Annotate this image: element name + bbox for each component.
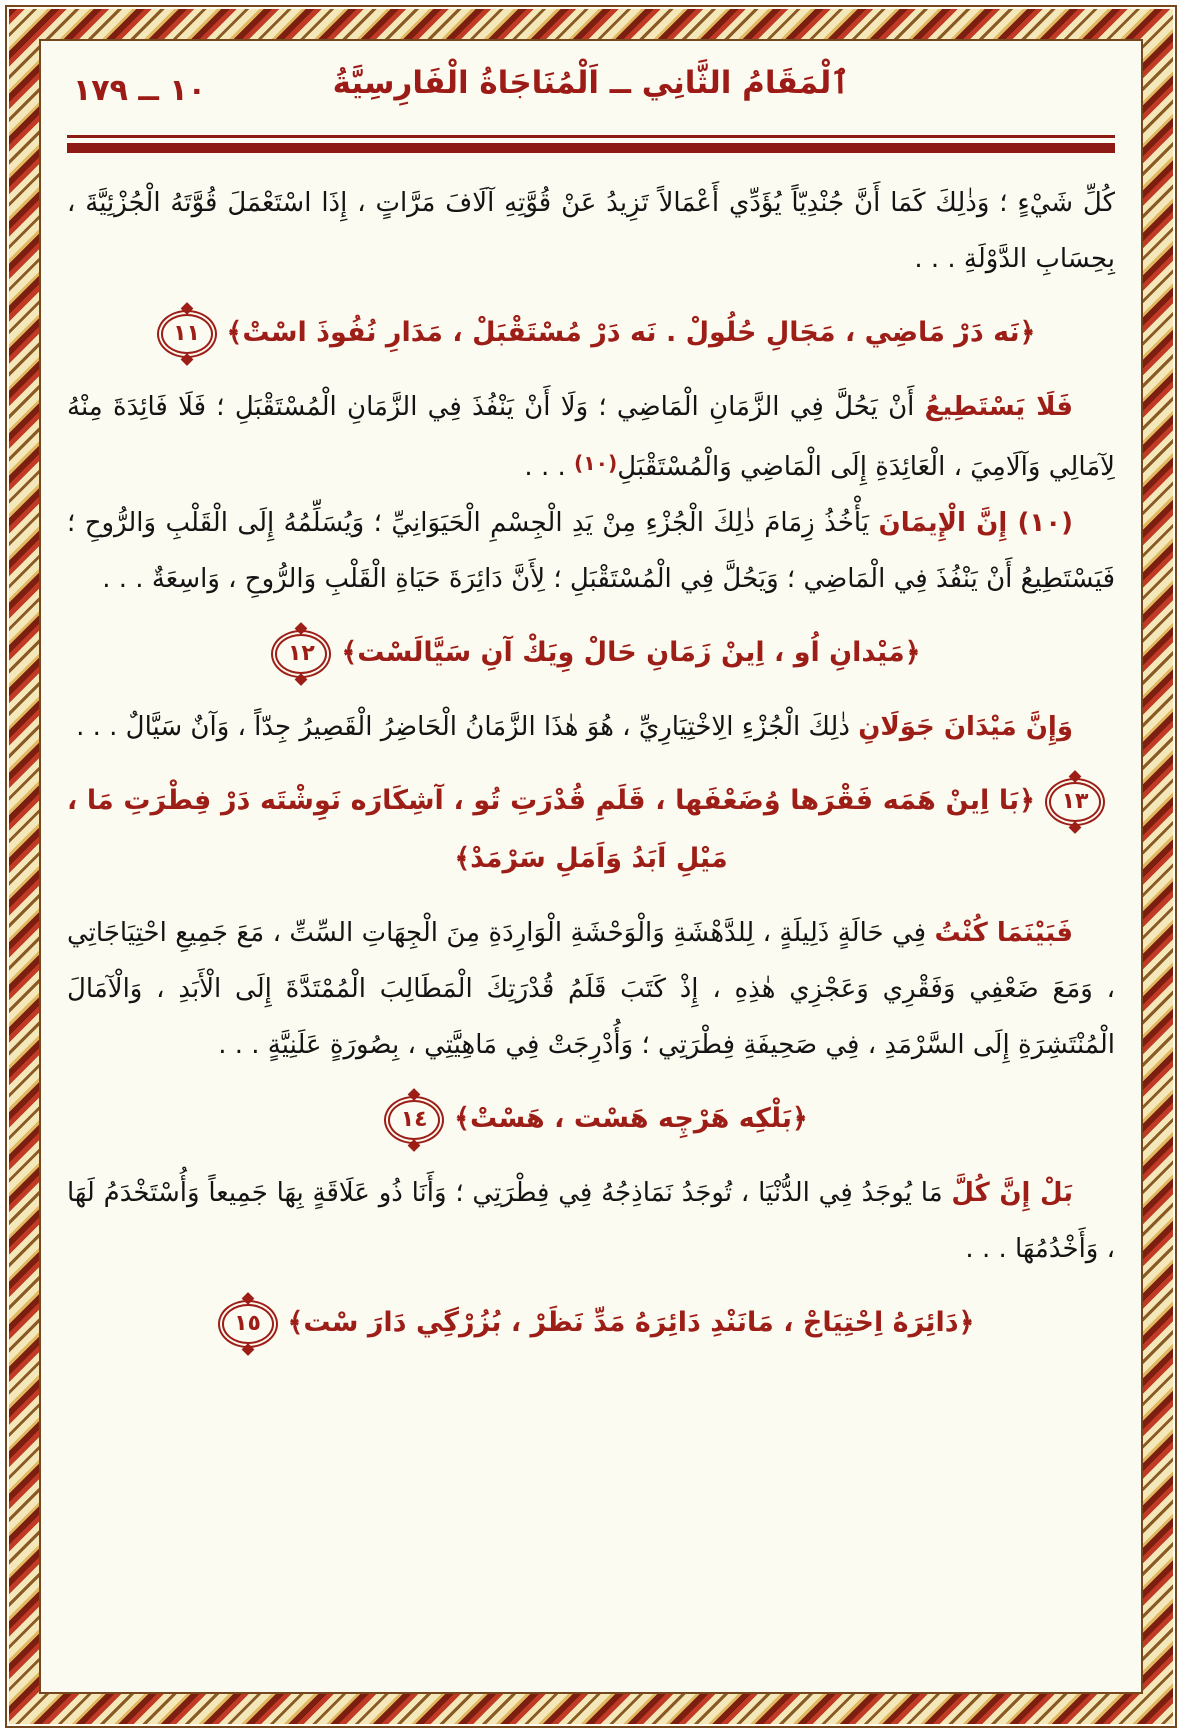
paragraph-4-text: ذٰلِكَ الْجُزْءِ الِاخْتِيَارِيِّ ، هُوَ هٰذَا الزَّمَانُ الْحَاضِرُ الْقَصِيرُ جِدّاً ، وَآنٌ سَيَّالٌ . . .: [76, 712, 859, 742]
page-title: ٱلْمَقَامُ الثَّانِي ــ اَلْمُنَاجَاةُ الْفَارِسِيَّةُ: [332, 65, 850, 101]
verse-14-number: ١٤: [400, 1107, 428, 1132]
paragraph-3-footnote: [67, 495, 1115, 607]
verse-line-12: [67, 624, 1115, 682]
verse-line-13: [67, 772, 1115, 888]
header-rule-thick: [67, 143, 1115, 153]
verse-15-text: ﴿دَائِرَهُ اِحْتِيَاجْ ، مَانَنْدِ دَائِرَهُ مَدِّ نَظَرْ ، بُزُرْگِي دَارَ سْت﴾: [287, 1307, 975, 1338]
verse-12-text: ﴿مَيْدانِ اُو ، اِينْ زَمَانِ حَالْ وِيَكْ آنِ سَيَّالَسْت﴾: [341, 637, 921, 668]
verse-11-text: ﴿نَه دَرْ مَاضِي ، مَجَالِ حُلُولْ . نَه دَرْ مُسْتَقْبَلْ ، مَدَارِ نُفُوذَ اسْتْ﴾: [226, 317, 1036, 348]
body-text: [67, 175, 1115, 1352]
paragraph-1: [67, 175, 1115, 287]
verse-15-number: ١٥: [234, 1311, 261, 1336]
verse-line-15: [67, 1294, 1115, 1352]
paragraph-2-lead: فَلَا يَسْتَطِيعُ: [924, 392, 1074, 422]
verse-12-number: ١٢: [287, 641, 315, 666]
verse-15-number-rosette: [222, 1304, 274, 1344]
verse-13-text: ﴿بَا اِينْ هَمَه فَقْرَها وُضَعْفَها ، قَلَمِ قُدْرَتِ تُو ، آشِكَارَه نَوِشْتَه دَرْ فِطْرَتِ مَا ، مَيْلِ اَبَدُ وَاَمَلِ سَرْمَدْ﴾: [67, 785, 1035, 874]
verse-14-text: ﴿بَلْكِه هَرْچِه هَسْت ، هَسْتْ﴾: [454, 1103, 808, 1134]
page-content-area: [39, 39, 1143, 1694]
verse-11-number: ١١: [173, 321, 200, 346]
verse-line-11: [67, 304, 1115, 362]
paragraph-5-text: فِي حَالَةٍ ذَلِيلَةٍ ، لِلدَّهْشَةِ وَالْوَحْشَةِ الْوَارِدَةِ مِنَ الْجِهَاتِ السِّتِّ ، مَعَ جَمِيعِ احْتِيَاجَاتِي ، وَمَعَ ضَعْفِي وَفَقْرِي وَعَجْزِي هٰذِهِ ، إِذْ كَتَبَ قَلَمُ قُدْرَتِكَ الْمَطَالِبَ الْمُمْتَدَّةَ إِلَى الْأَبَدِ ، وَالْآمَالَ الْمُنْتَشِرَةِ إِلَى السَّرْمَدِ ، فِي صَحِيفَةِ فِطْرَتِي ؛ وَأُدْرِجَتْ فِي مَاهِيَّتِي ، بِصُورَةٍ عَلَنِيَّةٍ . . .: [67, 918, 1115, 1060]
paragraph-5-lead: فَبَيْنَمَا كُنْتُ: [934, 918, 1073, 948]
page-number: ١٠ ــ ١٧٩: [73, 73, 206, 108]
paragraph-3-lead: (١٠) إِنَّ الْإِيمَانَ: [878, 508, 1073, 538]
paragraph-5: [67, 905, 1115, 1073]
paragraph-2-tail: . . .: [524, 452, 575, 482]
footnote-reference: (١٠): [574, 451, 618, 475]
page-header: [67, 55, 1115, 129]
verse-13-number: ١٣: [1061, 789, 1089, 814]
verse-13-number-rosette: [1049, 782, 1101, 822]
paragraph-4-lead: وَإِنَّ مَيْدَانَ جَوَلَانِ: [858, 712, 1073, 742]
verse-12-number-rosette: [275, 634, 327, 674]
paragraph-6-text: مَا يُوجَدُ فِي الدُّنْيَا ، تُوجَدُ نَمَاذِجُهُ فِي فِطْرَتِي ؛ وَأَنَا ذُو عَلَاقَةٍ بِهَا جَمِيعاً وَأُسْتَخْدَمُ لَهَا ، وَأَخْدُمُهَا . . .: [67, 1178, 1115, 1264]
paragraph-3-text: يَأْخُذُ زِمَامَ ذٰلِكَ الْجُزْءِ مِنْ يَدِ الْجِسْمِ الْحَيَوَانِيِّ ؛ وَيُسَلِّمُهُ إِلَى الْقَلْبِ وَالرُّوحِ ؛ فَيَسْتَطِيعُ أَنْ يَنْفُذَ فِي الْمَاضِي ؛ وَيَحُلَّ فِي الْمُسْتَقْبَلِ ؛ لِأَنَّ دَائِرَةَ حَيَاةِ الْقَلْبِ وَالرُّوحِ ، وَاسِعَةٌ . . .: [67, 508, 1115, 594]
paragraph-4: [67, 699, 1115, 755]
verse-line-14: [67, 1090, 1115, 1148]
header-rule-thin: [67, 135, 1115, 138]
decorative-chain-border: [9, 9, 1173, 1724]
paragraph-1-text: كُلِّ شَيْءٍ ؛ وَذٰلِكَ كَمَا أَنَّ جُنْدِيّاً يُؤَدِّي أَعْمَالاً تَزِيدُ عَنْ قُوَّتِهِ آلَافَ مَرَّاتٍ ، إِذَا اسْتَعْمَلَ قُوَّتَهُ الْجُزْئِيَّةَ ، بِحِسَابِ الدَّوْلَةِ . . .: [67, 188, 1115, 274]
decorative-border-outer: [5, 5, 1177, 1728]
paragraph-2: [67, 379, 1115, 495]
verse-14-number-rosette: [388, 1100, 440, 1140]
verse-11-number-rosette: [161, 314, 213, 354]
paragraph-6: [67, 1165, 1115, 1277]
paragraph-2-text: أَنْ يَحُلَّ فِي الزَّمَانِ الْمَاضِي ؛ وَلَا أَنْ يَنْفُذَ فِي الزَّمَانِ الْمُسْتَقْبَلِ ؛ فَلَا فَائِدَةَ مِنْهُ لِآمَالِي وَآلَامِيَ ، الْعَائِدَةِ إِلَى الْمَاضِي وَالْمُسْتَقْبَلِ: [67, 392, 1115, 482]
paragraph-6-lead: بَلْ إِنَّ كُلَّ: [951, 1178, 1073, 1208]
